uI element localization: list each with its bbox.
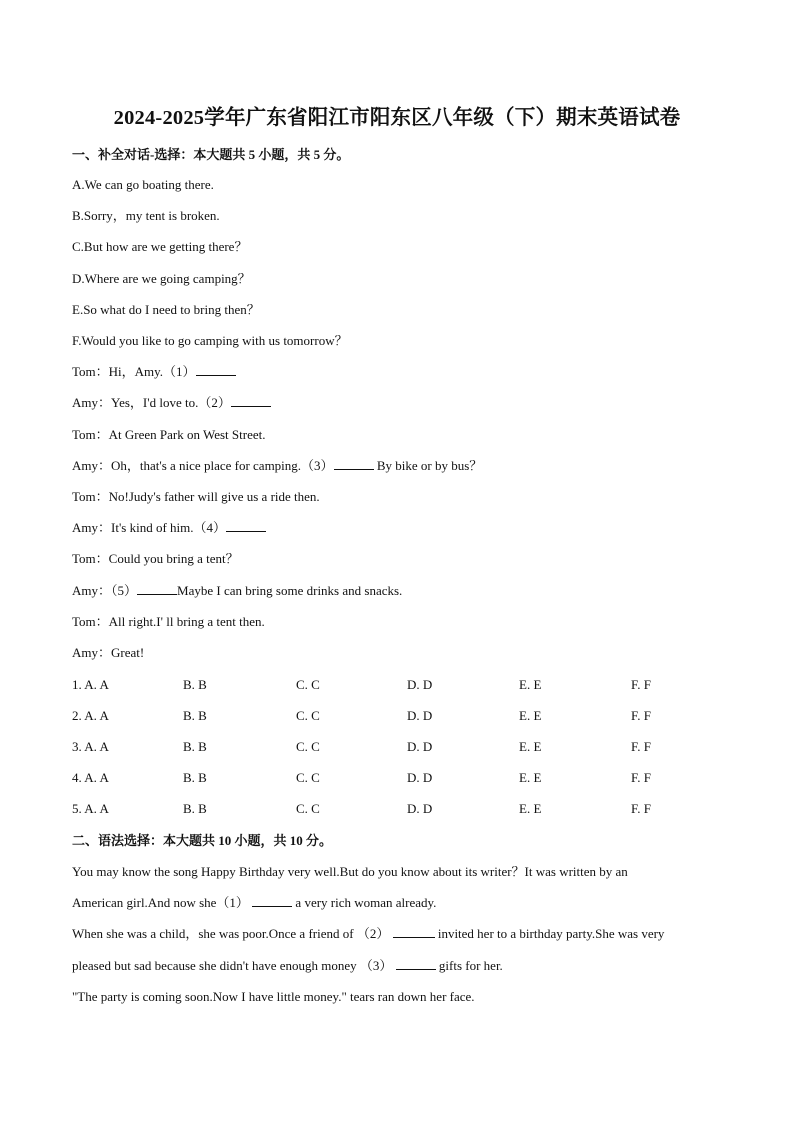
dialogue-text: Tom：At Green Park on West Street. <box>72 426 266 442</box>
option-choice[interactable]: E. E <box>519 708 542 723</box>
option-choice[interactable]: E. E <box>519 677 542 692</box>
exam-title: 2024-2025学年广东省阳江市阳东区八年级（下）期末英语试卷 <box>113 107 681 129</box>
dialogue-text: Tom：No!Judy's father will give us a ride then. <box>72 489 320 504</box>
option-choice[interactable]: 2. A. A <box>72 708 109 723</box>
dialogue-line <box>72 519 266 537</box>
option-choice[interactable]: C. C <box>296 677 320 692</box>
dialogue-text: Tom：Hi，Amy.（1） <box>72 364 196 380</box>
option-choice[interactable]: B. B <box>183 801 207 816</box>
option-row <box>0 707 794 725</box>
dialogue-line <box>72 613 265 631</box>
option-row <box>0 676 794 694</box>
choice-item: C.But how are we getting there？ <box>72 239 248 255</box>
option-choice[interactable]: E. E <box>519 739 542 754</box>
choice-item: A.We can go boating there. <box>72 177 214 192</box>
option-choice[interactable]: B. B <box>183 739 207 754</box>
passage-line <box>72 925 664 943</box>
option-choice[interactable]: C. C <box>296 801 320 816</box>
answer-blank <box>252 894 292 907</box>
option-choice[interactable]: F. F <box>631 770 651 785</box>
section2-heading: 二、语法选择：本大题共 10 小题，共 10 分。 <box>72 833 333 848</box>
option-row <box>0 800 794 818</box>
choice-item: B.Sorry，my tent is broken. <box>72 208 220 224</box>
dialogue-text: Maybe I can bring some drinks and snacks. <box>177 582 403 598</box>
answer-blank <box>196 363 236 376</box>
answer-blank <box>231 394 271 407</box>
option-choice[interactable]: D. D <box>407 677 433 692</box>
dialogue-text: Amy：Oh，that's a nice place for camping.（3） <box>72 457 334 473</box>
passage-text: "The party is coming soon.Now I have little money." tears ran down her face. <box>72 988 475 1004</box>
dialogue-line <box>72 457 482 475</box>
dialogue-line <box>72 550 239 568</box>
passage-text: gifts for her. <box>435 957 503 973</box>
passage-text: a very rich woman already. <box>292 895 437 911</box>
option-choice[interactable]: D. D <box>407 801 433 816</box>
option-choice[interactable]: 3. A. A <box>72 739 109 754</box>
answer-blank <box>137 582 177 595</box>
option-choice[interactable]: C. C <box>296 739 320 754</box>
dialogue-line <box>72 644 144 662</box>
dialogue-line <box>72 394 271 412</box>
option-row <box>0 738 794 756</box>
option-choice[interactable]: B. B <box>183 770 207 785</box>
option-choice[interactable]: D. D <box>407 708 433 723</box>
option-choice[interactable]: E. E <box>519 801 542 816</box>
passage-text: When she was a child，she was poor.Once a friend of （2） <box>72 926 393 942</box>
choice-item: D.Where are we going camping？ <box>72 270 251 286</box>
dialogue-line <box>72 488 320 506</box>
answer-blank <box>396 957 436 970</box>
passage-line <box>72 894 436 912</box>
passage-line <box>72 863 628 881</box>
answer-blank <box>393 925 435 938</box>
option-choice[interactable]: F. F <box>631 739 651 754</box>
option-choice[interactable]: D. D <box>407 739 433 754</box>
option-choice[interactable]: C. C <box>296 770 320 785</box>
dialogue-text: Tom：All right.I' ll bring a tent then. <box>72 613 265 629</box>
passage-line <box>72 988 475 1006</box>
dialogue-line <box>72 363 236 381</box>
passage-text: American girl.And now she（1） <box>72 895 253 911</box>
passage-line <box>72 957 503 975</box>
passage-text: invited her to a birthday party.She was very <box>434 926 665 942</box>
option-row <box>0 769 794 787</box>
passage-text: You may know the song Happy Birthday very well.But do you know about its writer？It was written by an <box>72 864 628 879</box>
option-choice[interactable]: 1. A. A <box>72 677 109 692</box>
option-choice[interactable]: F. F <box>631 801 651 816</box>
dialogue-line <box>72 582 402 600</box>
option-choice[interactable]: C. C <box>296 708 320 723</box>
choice-item: F.Would you like to go camping with us tomorrow？ <box>72 333 348 348</box>
dialogue-text: Amy：It's kind of him.（4） <box>72 520 227 536</box>
answer-blank <box>334 457 374 470</box>
option-choice[interactable]: E. E <box>519 770 542 785</box>
option-choice[interactable]: F. F <box>631 708 651 723</box>
option-choice[interactable]: B. B <box>183 677 207 692</box>
option-choice[interactable]: 5. A. A <box>72 801 109 816</box>
dialogue-text: Amy：Yes，I'd love to.（2） <box>72 395 231 411</box>
option-choice[interactable]: F. F <box>631 677 651 692</box>
option-choice[interactable]: 4. A. A <box>72 770 109 785</box>
option-choice[interactable]: B. B <box>183 708 207 723</box>
answer-blank <box>226 519 266 532</box>
dialogue-text: Amy：Great! <box>72 645 145 660</box>
dialogue-line <box>72 426 266 444</box>
dialogue-text: Amy：（5） <box>72 582 138 598</box>
option-choice[interactable]: D. D <box>407 770 433 785</box>
passage-text: pleased but sad because she didn't have enough money （3） <box>72 957 396 973</box>
dialogue-text: Tom：Could you bring a tent？ <box>72 551 239 567</box>
dialogue-text: By bike or by bus？ <box>373 457 483 473</box>
choice-item: E.So what do I need to bring then？ <box>72 301 260 317</box>
section1-heading: 一、补全对话-选择：本大题共 5 小题，共 5 分。 <box>72 147 350 162</box>
